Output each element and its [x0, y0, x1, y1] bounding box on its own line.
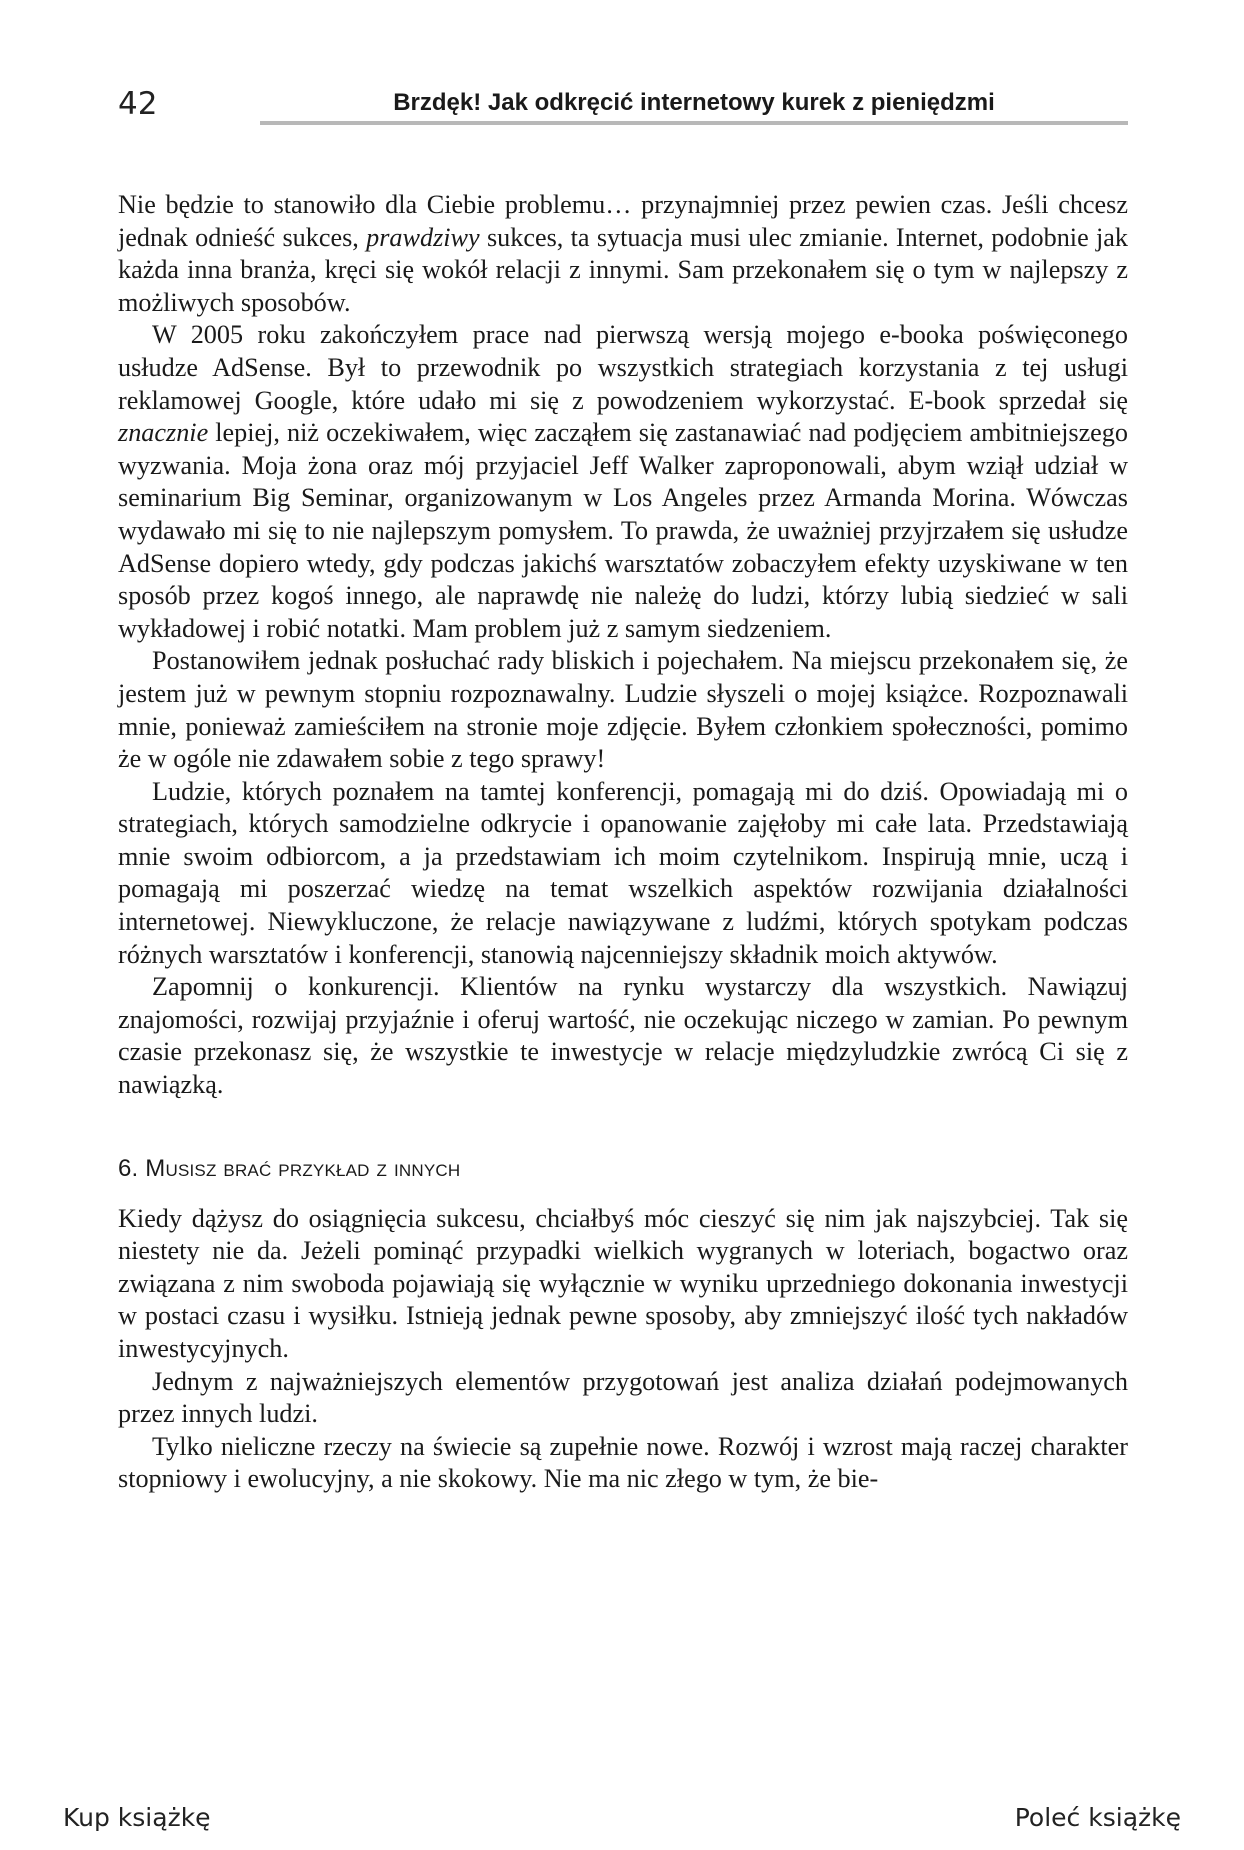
paragraph [118, 1203, 1128, 1366]
text-run: Postanowiłem jednak posłuchać rady bliskich i pojechałem. Na miejscu przekonałem się, że jestem już w pewnym stopniu rozpoznawalny. Ludzie słyszeli o mojej książce. Rozpoznawali mnie, ponieważ zamieściłem na stronie moje zdjęcie. Byłem członkiem społeczności, pomimo że w ogóle nie zdawałem sobie z tego sprawy! [118, 646, 1128, 774]
text-run: lepiej, niż oczekiwałem, więc zacząłem się zastanawiać nad podjęciem ambitniejszego wyzwania. Moja żona oraz mój przyjaciel Jeff Walker zaproponowali, abym wziął udział w seminarium Big Seminar, organizowanym w Los Angeles przez Armanda Morina. Wówczas wydawało mi się to nie najlepszym pomysłem. To prawda, że uważniej przyjrzałem się usłudze AdSense dopiero wtedy, gdy podczas jakichś warsztatów zobaczyłem efekty uzyskiwane w ten sposób przez kogoś innego, ale naprawdę nie należę do ludzi, którzy lubią siedzieć w sali wykładowej i robić notatki. Mam problem już z samym siedzeniem. [118, 418, 1128, 643]
paragraph [118, 776, 1128, 972]
running-title: Brzdęk! Jak odkręcić internetowy kurek z pieniędzmi [393, 89, 995, 116]
paragraph [118, 1366, 1128, 1431]
paragraph [118, 189, 1128, 319]
text-run: Zapomnij o konkurencji. Klientów na rynku wystarczy dla wszystkich. Nawiązuj znajomości, rozwijaj przyjaźnie i oferuj wartość, nie oczekując niczego w zamian. Po pewnym czasie przekonasz się, że wszystkie te inwestycje w relacje międzyludzkie zwrócą Ci się z nawiązką. [118, 972, 1128, 1100]
page-header [118, 84, 1128, 128]
paragraph [118, 319, 1128, 645]
text-run: sukces, ta sytuacja musi ulec zmianie. Internet, podobnie jak każda inna branża, kręci się wokół relacji z innymi. Sam przekonałem się o tym w najlepszy z możliwych sposobów. [118, 222, 1129, 317]
text-run: Kiedy dążysz do osiągnięcia sukcesu, chciałbyś móc cieszyć się nim jak najszybciej. Tak się niestety nie da. Jeżeli pominąć przypadki wielkich wygranych w loteriach, bogactwo oraz związana z nim swoboda pojawiają się wyłącznie w wyniku uprzedniego dokonania inwestycji w postaci czasu i wysiłku. Istnieją jednak pewne sposoby, aby zmniejszyć ilość tych nakładów inwestycyjnych. [118, 1203, 1128, 1363]
text-run: Jednym z najważniejszych elementów przygotowań jest analiza działań podejmowanych przez innych ludzi. [118, 1366, 1128, 1429]
header-rule [260, 121, 1128, 125]
paragraph [118, 645, 1128, 775]
text-run: Nie będzie to stanowiło dla Ciebie problemu… przynajmniej przez pewien czas. Jeśli chcesz jednak odnieść sukces, [118, 190, 1128, 252]
buy-book-link[interactable]: Kup książkę [63, 1803, 211, 1832]
text-run: W 2005 roku zakończyłem prace nad pierwszą wersją mojego e-booka poświęconego usłudze AdSense. Był to przewodnik po wszystkich strategiach korzystania z tej usługi reklamowej Google, które udało mi się z powodzeniem wykorzystać. E-book sprzedał się [118, 320, 1128, 415]
emphasis-text: prawdziwy [366, 222, 480, 252]
text-run: Ludzie, których poznałem na tamtej konferencji, pomagają mi do dziś. Opowiadają mi o strategiach, których samodzielne odkrycie i opanowanie zajęłoby mi całe lata. Przedstawiają mnie swoim odbiorcom, a ja przedstawiam ich moim czytelnikom. Inspirują mnie, uczą i pomagają mi poszerzać wiedzę na temat wszelkich aspektów rozwijania działalności internetowej. Niewykluczone, że relacje nawiązywane z ludźmi, których spotykam podczas różnych warsztatów i konferencji, stanowią najcenniejszy składnik moich aktywów. [118, 776, 1128, 969]
paragraph [118, 1431, 1128, 1496]
text-run: Tylko nieliczne rzeczy na świecie są zupełnie nowe. Rozwój i wzrost mają raczej charakter stopniowy i ewolucyjny, a nie skokowy. Nie ma nic złego w tym, że bie- [118, 1431, 1128, 1494]
page-body [118, 189, 1128, 1496]
page-number: 42 [118, 86, 158, 122]
section-heading: 6. Musisz brać przykład z innych [118, 1154, 461, 1182]
emphasis-text: znacznie [118, 418, 209, 448]
paragraph [118, 971, 1128, 1101]
recommend-book-link[interactable]: Poleć książkę [1014, 1803, 1181, 1832]
